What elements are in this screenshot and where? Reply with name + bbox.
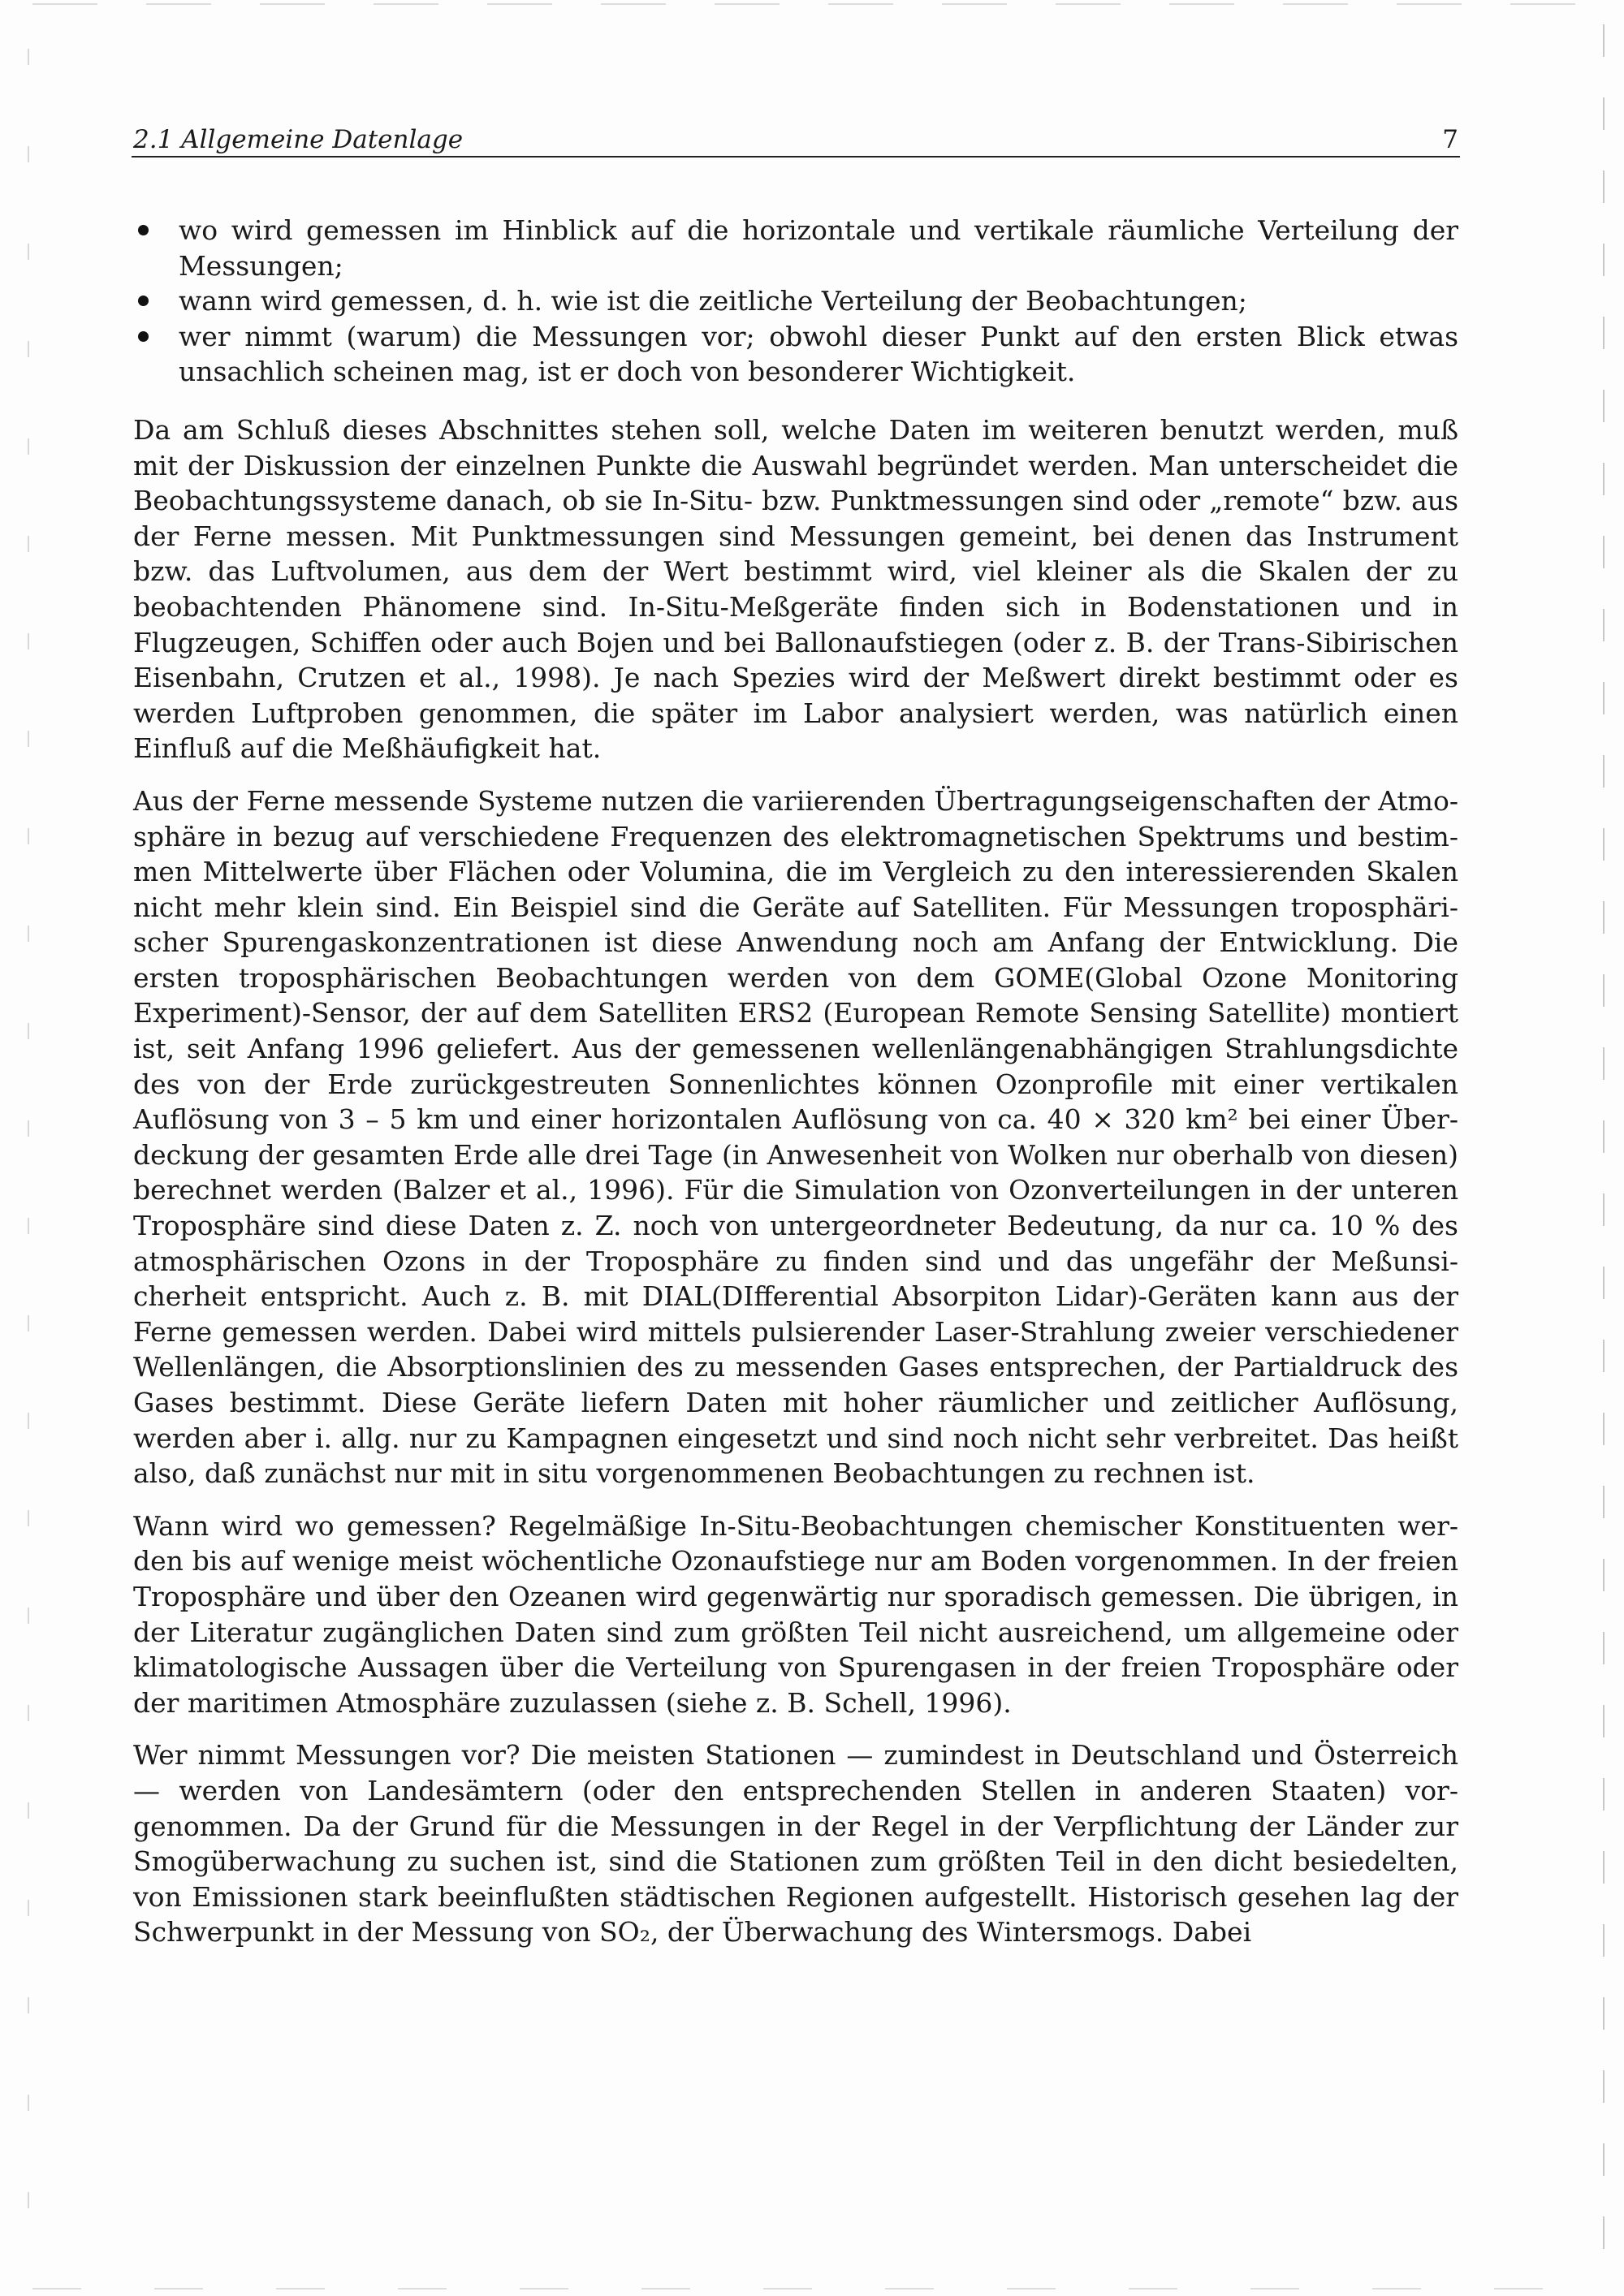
running-header — [132, 123, 1460, 158]
bullet-icon — [138, 331, 149, 342]
paragraph-remote-sensing: Aus der Ferne messende Systeme nutzen die variierenden Übertragungseigenschaften der Atmosphäre in bezug auf verschiedene Frequenzen des elektromagnetischen Spektrums und bestimmen Mittelwerte über Flächen oder Volumina, die im Vergleich zu den interessierenden Skalen nicht mehr klein sind. Ein Beispiel sind die Geräte auf Satelliten. Für Messungen troposphärischer Spurengaskonzentrationen ist diese Anwendung noch am Anfang der Entwicklung. Die ersten troposphärischen Beobachtungen werden von dem GOME(Global Ozone Monitoring Experiment)-Sensor, der auf dem Satelliten ERS2 (European Remote Sensing Satellite) montiert ist, seit Anfang 1996 geliefert. Aus der gemessenen wellenlängenabhängigen Strahlungsdichte des von der Erde zurückgestreuten Sonnenlichtes können Ozonprofile mit einer vertikalen Auflösung von 3 – 5 km und einer horizontalen Auflösung von ca. 40 × 320 km² bei einer Überdeckung der gesamten Erde alle drei Tage (in Anwesenheit von Wolken nur oberhalb von diesen) berechnet werden (Balzer et al., 1996). Für die Simulation von Ozonverteilungen in der unteren Troposphäre sind diese Daten z. Z. noch von untergeordneter Bedeutung, da nur ca. 10 % des atmosphärischen Ozons in der Troposphäre zu finden sind und das ungefähr der Meßunsicherheit entspricht. Auch z. B. mit DIAL(DIfferential Absorpiton Lidar)-Geräten kann aus der Ferne gemessen werden. Dabei wird mittels pulsierender Laser-Strahlung zweier verschiedener Wellenlängen, die Absorptionslinien des zu messenden Gases entsprechen, der Partialdruck des Gases bestimmt. Diese Geräte liefern Daten mit hoher räumlicher und zeitlicher Auflösung, werden aber i. allg. nur zu Kampagnen eingesetzt und sind noch nicht sehr verbreitet. Das heißt also, daß zunächst nur mit in situ vorgenommenen Beobachtungen zu rechnen ist. — [133, 784, 1458, 1490]
scan-edge-right — [1603, 24, 1605, 2265]
paragraph-who-measures: Wer nimmt Messungen vor? Die meisten Stationen — zumindest in Deutschland und Österreich — werden von Landesämtern (oder den entsprechenden Stellen in anderen Staaten) vorgenommen. Da der Grund für die Messungen in der Regel in der Verpflichtung der Länder zur Smogüberwachung zu suchen ist, sind die Stationen zum größten Teil in den dicht besiedelten, von Emissionen stark beeinflußten städtischen Regionen aufgestellt. Historisch gesehen lag der Schwerpunkt in der Messung von SO₂, der Überwachung des Wintersmogs. Dabei — [133, 1739, 1458, 1949]
scan-edge-top — [32, 3, 1575, 5]
list-item — [133, 213, 1458, 283]
page-number: 7 — [1442, 125, 1458, 154]
list-item-text: wo wird gemessen im Hinblick auf die horizontale und vertikale räumliche Verteilung der Messungen; — [179, 214, 1458, 282]
bullet-icon — [138, 225, 149, 235]
paragraph-when-where: Wann wird wo gemessen? Regelmäßige In-Situ-Beobachtungen chemischer Konstituenten werden bis auf wenige meist wöchentliche Ozonaufstiege nur am Boden vorgenommen. In der freien Troposphäre und über den Ozeanen wird gegenwärtig nur sporadisch gemessen. Die übrigen, in der Literatur zugänglichen Daten sind zum größten Teil nicht ausreichend, um allgemeine oder klimatologische Aussagen über die Verteilung von Spurengasen in der freien Troposphäre oder der maritimen Atmosphäre zuzulassen (siehe z. B. Schell, 1996). — [133, 1509, 1458, 1719]
body-text — [133, 213, 1458, 1967]
list-item — [133, 319, 1458, 390]
list-item-text: wer nimmt (warum) die Messungen vor; obwohl dieser Punkt auf den ersten Blick etwas unsachlich scheinen mag, ist er doch von besonderer Wichtigkeit. — [179, 320, 1458, 388]
section-title: 2.1 Allgemeine Datenlage — [133, 125, 464, 154]
bullet-list — [133, 213, 1458, 390]
scan-edge-bottom — [32, 2288, 1575, 2290]
bullet-icon — [138, 296, 149, 306]
list-item-text: wann wird gemessen, d. h. wie ist die zeitliche Verteilung der Beobachtungen; — [179, 285, 1247, 317]
scan-edge-left — [28, 49, 29, 2241]
list-item — [133, 283, 1458, 319]
paragraph-data-selection: Da am Schluß dieses Abschnittes stehen soll, welche Daten im weiteren benutzt werden, muß mit der Diskussion der einzelnen Punkte die Auswahl begründet werden. Man unterscheidet die Beobachtungssysteme danach, ob sie In-Situ- bzw. Punktmessungen sind oder „remote“ bzw. aus der Ferne messen. Mit Punktmessungen sind Messungen gemeint, bei denen das Instrument bzw. das Luftvolumen, aus dem der Wert bestimmt wird, viel kleiner als die Skalen der zu beobachtenden Phänomene sind. In-Situ-Meßgeräte finden sich in Bodenstationen und in Flugzeugen, Schiffen oder auch Bojen und bei Ballonaufstiegen (oder z. B. der Trans-Sibirischen Eisenbahn, Crutzen et al., 1998). Je nach Spezies wird der Meßwert direkt bestimmt oder es werden Luftproben genommen, die später im Labor analysiert werden, was natürlich einen Einfluß auf die Meßhäufigkeit hat. — [133, 413, 1458, 765]
